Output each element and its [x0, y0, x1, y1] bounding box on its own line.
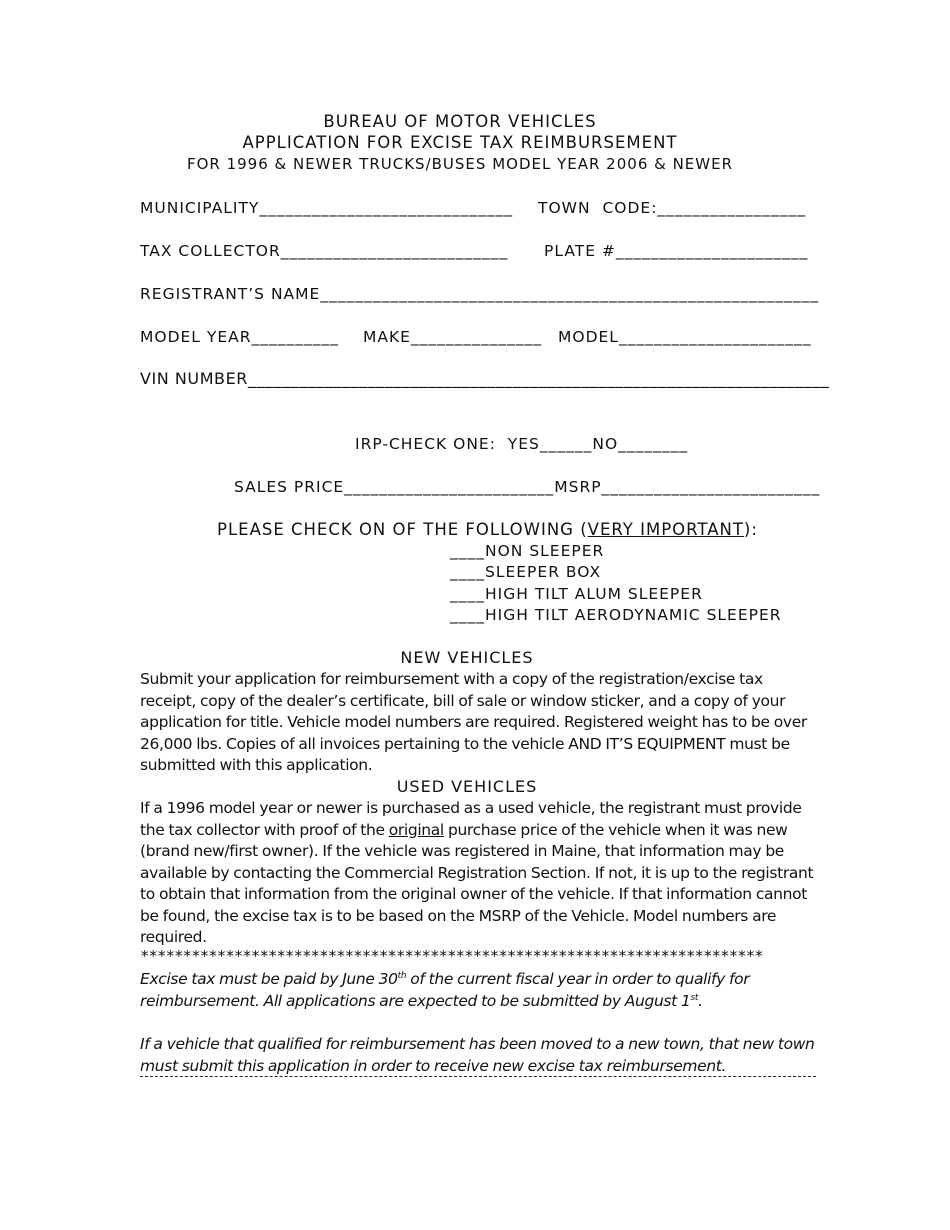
option-high-tilt-aerodynamic-sleeper[interactable]: ____HIGH TILT AERODYNAMIC SLEEPER: [450, 606, 782, 624]
used-vehicles-text: [140, 798, 820, 949]
deadline-note: [140, 969, 820, 1012]
plate-field[interactable]: PLATE #______________________: [544, 242, 809, 260]
header-application-title: APPLICATION FOR EXCISE TAX REIMBURSEMENT: [242, 133, 678, 152]
vin-number-field[interactable]: VIN NUMBER____________________________________________________________________: [140, 369, 830, 388]
header-bureau: BUREAU OF MOTOR VEHICLES: [323, 112, 597, 131]
municipality-field[interactable]: MUNICIPALITY_____________________________: [140, 199, 514, 217]
deadline-sup2: st: [690, 992, 699, 1003]
very-important-emphasis: VERY IMPORTANT: [587, 520, 744, 539]
original-emphasis: original: [388, 820, 444, 839]
model-year-field[interactable]: MODEL YEAR__________: [140, 328, 339, 346]
used-vehicles-heading: USED VEHICLES: [396, 777, 538, 796]
deadline-part2: of the current fiscal year in order to qualify for reimbursement. All applications are expected to be submitted by August 1: [140, 970, 750, 1010]
used-vehicles-body-part1: If a 1996 model year or newer is purchased as a used vehicle, the registrant must provide the tax collector with proof of the: [140, 799, 802, 839]
make-field[interactable]: MAKE_______________: [363, 328, 543, 346]
option-sleeper-box[interactable]: ____SLEEPER BOX: [450, 563, 602, 581]
tax-collector-field[interactable]: TAX COLLECTOR__________________________: [140, 242, 509, 260]
sleeper-check-title-suffix: ):: [743, 520, 758, 539]
irp-check-field[interactable]: IRP-CHECK ONE: YES______NO________: [355, 435, 689, 453]
deadline-part3: .: [698, 991, 703, 1010]
new-vehicles-heading: NEW VEHICLES: [400, 648, 534, 667]
option-high-tilt-alum-sleeper[interactable]: ____HIGH TILT ALUM SLEEPER: [450, 585, 703, 603]
sleeper-check-title: [217, 520, 758, 540]
deadline-part1: Excise tax must be paid by June 30: [140, 970, 398, 988]
used-vehicles-body-part2: purchase price of the vehicle when it was new (brand new/first owner). If the vehicle was registered in Maine, that information may be available by contacting the Commercial Registration Section. If not, it is up to the registrant to obtain that information from the original owner of the vehicle. If that information cannot be found, the excise tax is to be based on the MSRP of the Vehicle. Model numbers are required.: [140, 820, 814, 946]
header-subtitle: FOR 1996 & NEWER TRUCKS/BUSES MODEL YEAR 2006 & NEWER: [186, 155, 734, 173]
moved-vehicle-note: [140, 1034, 820, 1077]
new-vehicles-text: [140, 669, 820, 777]
asterisk-divider: *************************************************************************: [140, 947, 763, 965]
sales-price-msrp-field[interactable]: SALES PRICE________________________MSRP_________________________: [234, 478, 821, 496]
registrant-name-field[interactable]: REGISTRANT’S NAME_________________________________________________________: [140, 285, 820, 303]
moved-vehicle-text: If a vehicle that qualified for reimbursement has been moved to a new town, that new town must submit this application in order to receive new excise tax reimbursement.: [140, 1035, 815, 1075]
dashed-rule: [140, 1076, 816, 1077]
sleeper-check-title-prefix: PLEASE CHECK ON OF THE FOLLOWING (: [217, 520, 588, 539]
new-vehicles-body: Submit your application for reimbursement with a copy of the registration/excise tax receipt, copy of the dealer’s certificate, bill of sale or window sticker, and a copy of your application for title. Vehicle model numbers are required. Registered weight has to be over 26,000 lbs. Copies of all invoices pertaining to the vehicle AND IT’S EQUIPMENT must be submitted with this application.: [140, 670, 807, 774]
deadline-sup1: th: [397, 970, 407, 981]
model-field[interactable]: MODEL______________________: [558, 328, 812, 346]
option-non-sleeper[interactable]: ____NON SLEEPER: [450, 542, 605, 560]
town-code-field[interactable]: TOWN CODE:_________________: [538, 199, 807, 217]
